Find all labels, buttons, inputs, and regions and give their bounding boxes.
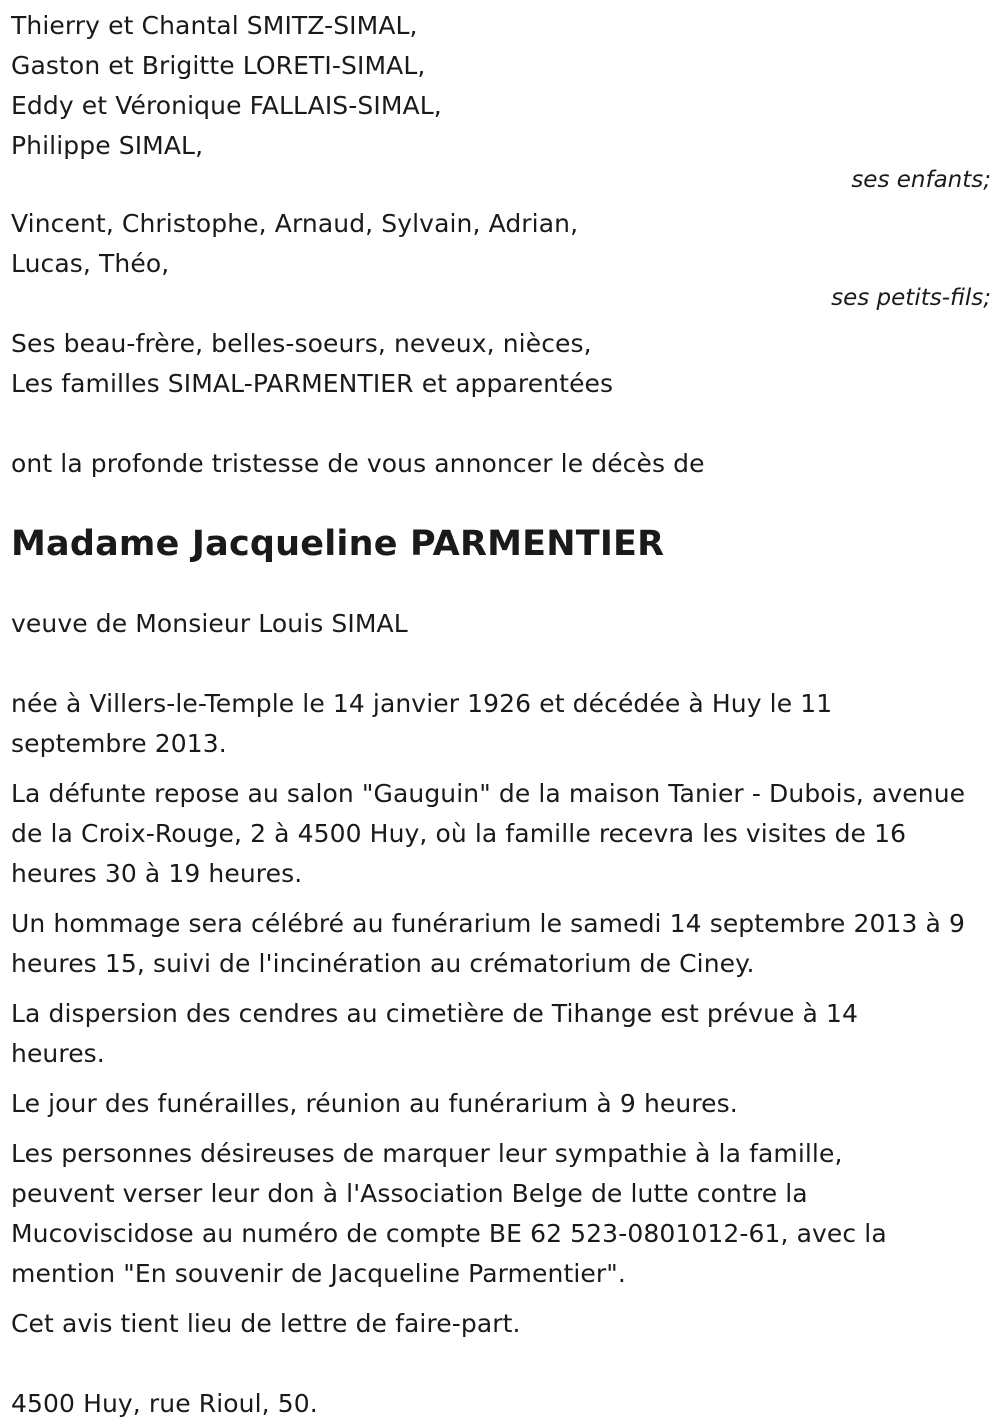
grandchildren-section <box>11 204 991 314</box>
widow-of-text: veuve de Monsieur Louis SIMAL <box>11 609 408 638</box>
child-line: Gaston et Brigitte LORETI-SIMAL, <box>11 51 426 80</box>
children-section <box>11 6 991 196</box>
child-line: Eddy et Véronique FALLAIS-SIMAL, <box>11 91 442 120</box>
birth-death-paragraph: née à Villers-le-Temple le 14 janvier 1926 et décédée à Huy le 11 septembre 2013. <box>11 689 833 758</box>
relative-line: Les familles SIMAL-PARMENTIER et apparentées <box>11 369 614 398</box>
deceased-name: Madame Jacqueline PARMENTIER <box>11 524 665 564</box>
ashes-paragraph: La dispersion des cendres au cimetière de Tihange est prévue à 14 heures. <box>11 999 859 1068</box>
grandchild-line: Lucas, Théo, <box>11 249 170 278</box>
ceremony-paragraph: Un hommage sera célébré au funérarium le samedi 14 septembre 2013 à 9 heures 15, suivi de l'incinération au crématorium de Ciney. <box>11 909 965 978</box>
viewing-paragraph: La défunte repose au salon "Gauguin" de la maison Tanier - Dubois, avenue de la Croix-Rouge, 2 à 4500 Huy, où la famille recevra les visites de 16 heures 30 à 19 heures. <box>11 779 966 888</box>
child-line: Thierry et Chantal SMITZ-SIMAL, <box>11 11 418 40</box>
funeral-meeting-paragraph: Le jour des funérailles, réunion au funérarium à 9 heures. <box>11 1089 738 1118</box>
children-role: ses enfants; <box>851 167 991 193</box>
notice-paragraph: Cet avis tient lieu de lettre de faire-part. <box>11 1309 521 1338</box>
obituary-document <box>11 0 991 1424</box>
announcement-text: ont la profonde tristesse de vous annoncer le décès de <box>11 449 705 478</box>
relatives-section <box>11 324 991 404</box>
relative-line: Ses beau-frère, belles-soeurs, neveux, nièces, <box>11 329 592 358</box>
address-text: 4500 Huy, rue Rioul, 50. <box>11 1389 318 1418</box>
child-line: Philippe SIMAL, <box>11 131 204 160</box>
donation-paragraph: Les personnes désireuses de marquer leur sympathie à la famille, peuvent verser leur don à l'Association Belge de lutte contre la Mucoviscidose au numéro de compte BE 62 523-0801012-61, avec la mention "En souvenir de Jacqueline Parmentier". <box>11 1139 887 1288</box>
grandchildren-role: ses petits-fils; <box>831 285 991 311</box>
grandchild-line: Vincent, Christophe, Arnaud, Sylvain, Adrian, <box>11 209 579 238</box>
details-section <box>11 684 989 1344</box>
